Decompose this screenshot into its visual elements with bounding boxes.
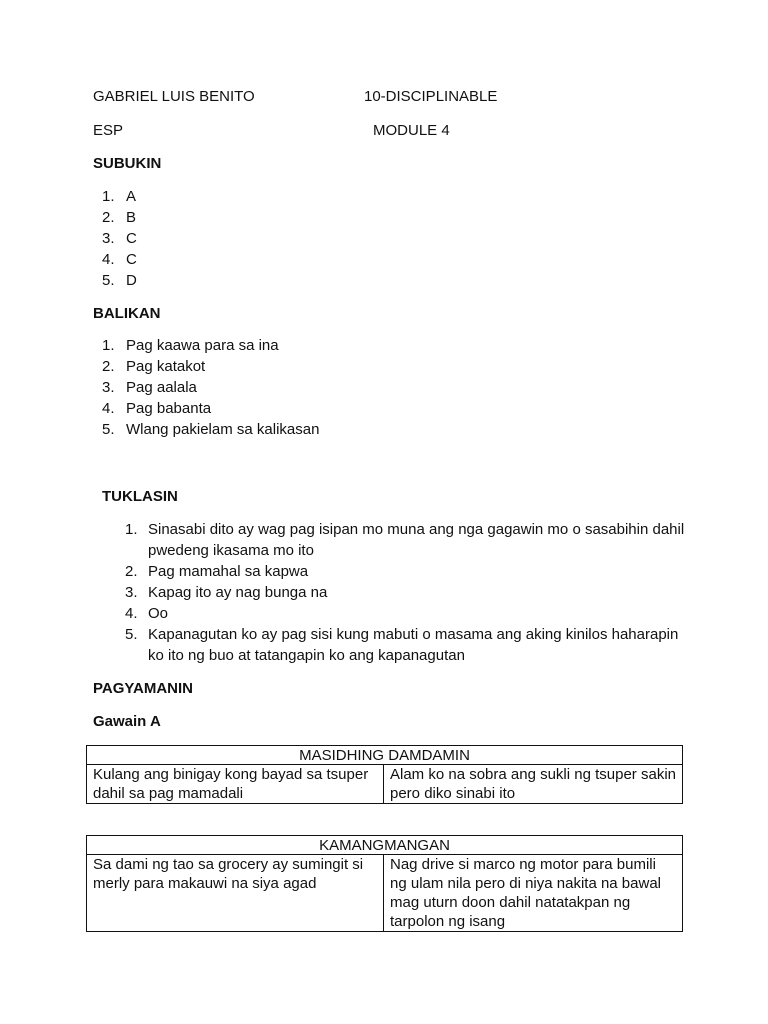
table-cell: Kulang ang binigay kong bayad sa tsuper dahil sa pag mamadali [87, 765, 384, 804]
list-item: 3. C [102, 230, 137, 247]
table-row [87, 855, 683, 932]
table-cell: Nag drive si marco ng motor para bumili ng ulam nila pero di niya nakita na bawal mag uturn doon dahil natatakpan ng tarpolon ng isang [384, 855, 683, 932]
table-cell: Sa dami ng tao sa grocery ay sumingit si merly para makauwi na siya agad [87, 855, 384, 932]
list-item: 2. B [102, 209, 137, 226]
subukin-list [102, 186, 137, 291]
masidhing-damdamin-table [86, 745, 683, 804]
kamangmangan-table [86, 835, 683, 932]
pagyamanin-heading: PAGYAMANIN [93, 680, 194, 697]
list-item: 2. Pag mamahal sa kapwa [125, 563, 309, 580]
list-item: 4. C [102, 251, 137, 268]
tuklasin-list [125, 519, 685, 666]
list-item: 5. D [102, 272, 137, 289]
list-item: 2. Pag katakot [102, 358, 206, 375]
list-item: 5. Kapanagutan ko ay pag sisi kung mabuti o masama ang aking kinilos haharapin ko ito ng buo at tatangapin ko ang kapanagutan [125, 626, 679, 664]
gawain-a-heading: Gawain A [93, 713, 161, 730]
list-item: 4. Pag babanta [102, 400, 212, 417]
subukin-heading: SUBUKIN [93, 155, 162, 172]
table-row [87, 765, 683, 804]
table-header: MASIDHING DAMDAMIN [87, 746, 683, 765]
list-item: 5. Wlang pakielam sa kalikasan [102, 421, 320, 438]
student-name: GABRIEL LUIS BENITO [93, 88, 255, 105]
balikan-heading: BALIKAN [93, 305, 161, 322]
list-item: 4. Oo [125, 605, 169, 622]
list-item: 1. Pag kaawa para sa ina [102, 337, 279, 354]
balikan-list [102, 335, 319, 440]
subject-name: ESP [93, 122, 124, 139]
list-item: 3. Pag aalala [102, 379, 197, 396]
table-cell: Alam ko na sobra ang sukli ng tsuper sakin pero diko sinabi ito [384, 765, 683, 804]
list-item: 1. Sinasabi dito ay wag pag isipan mo muna ang nga gagawin mo o sasabihin dahil pwedeng ikasama mo ito [125, 521, 685, 559]
list-item: 3. Kapag ito ay nag bunga na [125, 584, 328, 601]
module-name: MODULE 4 [373, 122, 450, 139]
section-name: 10-DISCIPLINABLE [364, 88, 498, 105]
tuklasin-heading: TUKLASIN [102, 488, 178, 505]
list-item: 1. A [102, 188, 137, 205]
table-header: KAMANGMANGAN [87, 836, 683, 855]
